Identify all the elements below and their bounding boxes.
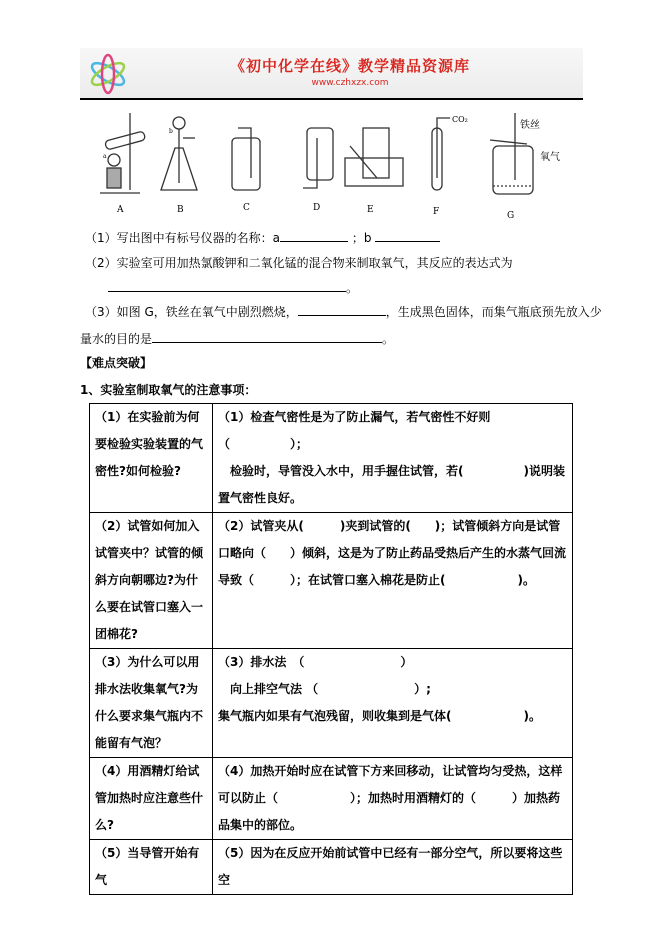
apparatus-c: [232, 128, 260, 190]
label-e: E: [367, 205, 374, 215]
apparatus-a: [100, 113, 146, 193]
q3-mid: ，生成黑色固体，而集气瓶底预先放入少: [385, 305, 602, 319]
header-title: 《初中化学在线》教学精品资源库: [229, 57, 470, 75]
notes-table: [89, 403, 573, 895]
blank-purpose[interactable]: [152, 330, 382, 343]
row-answer: （4）加热开始时应在试管下方来回移动，让试管均匀受热，这样可以防止（ ）；加热时用酒精灯的（ ）加热药品集中的部位。: [213, 758, 573, 840]
row-answer: （3）排水法 （ ） 向上排空气法 （ ）; 集气瓶内如果有气泡残留，则收集到是气体( )。: [213, 649, 573, 758]
label-f: F: [433, 207, 440, 217]
label-small-a: a: [103, 153, 107, 160]
blank-equation[interactable]: [108, 279, 346, 292]
header-url: www.czhxzx.com: [311, 78, 389, 88]
blank-a[interactable]: [280, 229, 348, 242]
label-c: C: [243, 203, 250, 213]
row-question: （4）用酒精灯给试管加热时应注意些什么?: [90, 758, 213, 840]
q3-text: （3）如图 G，铁丝在氧气中剧烈燃烧，: [85, 305, 298, 319]
row-question: （2）试管如何加入试管夹中？试管的倾斜方向朝哪边?为什么要在试管口塞入一团棉花?: [90, 513, 213, 649]
apparatus-d: [303, 128, 333, 188]
section-subheading: 1、实验室制取氧气的注意事项：: [80, 383, 257, 397]
question-3: [85, 303, 602, 320]
row-question: （5）当导管开始有气: [90, 840, 213, 895]
header-divider: [80, 98, 583, 100]
label-co2: CO₂: [452, 115, 468, 124]
label-oxygen: 氧气: [540, 152, 560, 163]
table-row: [90, 758, 573, 840]
q1-mid: ；b: [351, 231, 372, 245]
q3-line2-text: 量水的目的是: [80, 332, 153, 346]
label-a: A: [117, 205, 124, 215]
question-1: [85, 229, 440, 246]
table-row: [90, 649, 573, 758]
q3-end: 。: [382, 332, 395, 346]
question-3-line2: [80, 330, 394, 347]
row-answer: （1）检查气密性是为了防止漏气，若气密性不好则 （ ）； 检验时，导管没入水中，用手握住试管，若( )说明装置气密性良好。: [213, 404, 573, 513]
atom-logo-icon: [86, 52, 130, 96]
apparatus-e: [345, 128, 403, 186]
row-question: （3）为什么可以用排水法收集氧气?为什么要求集气瓶内不能留有气泡？: [90, 649, 213, 758]
label-g: G: [507, 211, 515, 218]
row-answer: （5）因为在反应开始前试管中已经有一部分空气，所以要将这些空: [213, 840, 573, 895]
apparatus-figure: [95, 108, 575, 218]
apparatus-b: [161, 117, 197, 190]
q2-end: 。: [346, 281, 359, 295]
question-2-answer-line: [108, 279, 358, 296]
question-2: （2）实验室可用加热氯酸钾和二氧化锰的混合物来制取氧气，其反应的表达式为: [85, 256, 513, 270]
table-row: [90, 404, 573, 513]
label-iron-wire: 铁丝: [520, 120, 540, 131]
table-row: [90, 840, 573, 895]
apparatus-f: [432, 118, 450, 190]
row-question: （1）在实验前为何要检验实验装置的气密性?如何检验?: [90, 404, 213, 513]
blank-b[interactable]: [375, 229, 440, 242]
row-answer: （2）试管夹从( )夹到试管的( )；试管倾斜方向是试管口略向（ ）倾斜，这是为了防止药品受热后产生的水蒸气回流导致（ ）；在试管口塞入棉花是防止( )。: [213, 513, 573, 649]
blank-phenomenon[interactable]: [298, 303, 386, 316]
label-small-b: b: [169, 128, 173, 135]
label-d: D: [313, 203, 321, 213]
q1-text: （1）写出图中有标号仪器的名称：a: [85, 231, 280, 245]
label-b: B: [177, 205, 184, 215]
table-row: [90, 513, 573, 649]
section-heading: 【难点突破】: [80, 356, 153, 370]
